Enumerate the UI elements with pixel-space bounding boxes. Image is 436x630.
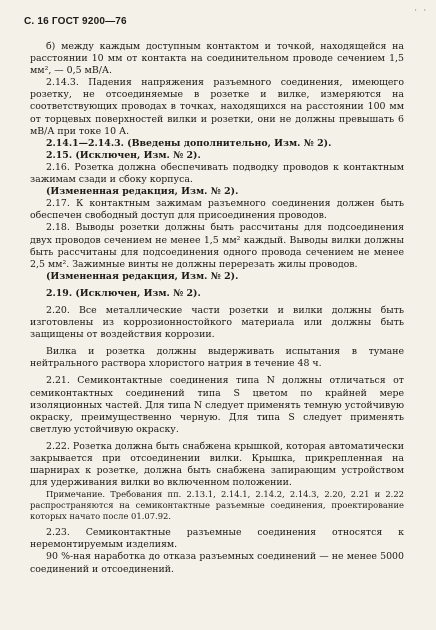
paragraph-2-23: 2.23. Семиконтактные разъемные соединения относятся к неремонтируемым изделиям.: [30, 527, 404, 551]
paragraph-2-18: 2.18. Выводы розетки должны быть рассчитаны для подсоединения двух проводов сечением не менее 1,5 мм² каждый. Выводы вилки должны быть рассчитаны для подсоединения одного провода сечением не менее 2,5 мм². Зажимные винты не должны перерезать жилы проводов.: [30, 222, 404, 270]
paragraph-2-15: 2.15. (Исключен, Изм. № 2).: [46, 149, 201, 161]
paragraph-2-20: 2.20. Все металлические части розетки и вилки должны быть изготовлены из коррозионностойкого материала или должны быть защищены от воздействия коррозии.: [30, 304, 404, 341]
paragraph-2-14-1-3-added: 2.14.1—2.14.3. (Введены дополнительно, Изм. № 2).: [46, 137, 332, 149]
paragraph-2-19: 2.19. (Исключен, Изм. № 2).: [46, 287, 201, 299]
paragraph-reliability: 90 %-ная наработка до отказа разъемных соединений — не менее 5000 соединений и отсоединений.: [30, 551, 404, 575]
paragraph-2-14-3: 2.14.3. Падения напряжения разъемного соединения, имеющего розетку, не отсоединяемые в розетке и вилке, измеряются на соответствующих проводах в точках, находящихся на расстоянии 100 мм от торцевых поверхностей вилки и розетки, они не должны превышать 6 мВ/А при токе 10 А.: [30, 77, 404, 137]
page-content: [30, 41, 404, 576]
paragraph-2-16: 2.16. Розетка должна обеспечивать подводку проводов к контактным зажимам сзади и сбоку корпуса.: [30, 161, 404, 186]
corner-marks: · ·: [414, 6, 428, 15]
paragraph-2-21: 2.21. Семиконтактные соединения типа N должны отличаться от семиконтактных соединений типа S цветом по крайней мере изоляционных частей. Для типа N следует применять темную устойчивую окраску, преимущественно черную. Для типа S следует применять светлую устойчивую окраску.: [30, 375, 404, 435]
paragraph-2-18-edited: (Измененная редакция, Изм. № 2).: [46, 270, 239, 282]
paragraph-2-16-edited: (Измененная редакция, Изм. № 2).: [46, 186, 239, 198]
page-header: С. 16 ГОСТ 9200—76: [24, 16, 127, 27]
paragraph-2-22: 2.22. Розетка должна быть снабжена крышкой, которая автоматически закрывается при отсоединении вилки. Крышка, прикрепленная на шарнирах к розетке, должна быть снабжена запирающим устройством для удерживания вилки во включенном положении.: [30, 440, 404, 489]
note-paragraph: Примечание. Требования пп. 2.13.1, 2.14.1, 2.14.2, 2.14.3, 2.20, 2.21 и 2.22 распространяются на семиконтактные разъемные соединения, проектирование которых начато после 01.07.92.: [30, 489, 404, 522]
paragraph-b: б) между каждым доступным контактом и точкой, находящейся на расстоянии 10 мм от контакта на соединительном проводе сечением 1,5 мм², — 0,5 мВ/А.: [30, 41, 404, 77]
paragraph-2-17: 2.17. К контактным зажимам разъемного соединения должен быть обеспечен свободный доступ для присоединения проводов.: [30, 198, 404, 222]
paragraph-fog-test: Вилка и розетка должны выдерживать испытания в тумане нейтрального раствора хлористого натрия в течение 48 ч.: [30, 346, 404, 370]
